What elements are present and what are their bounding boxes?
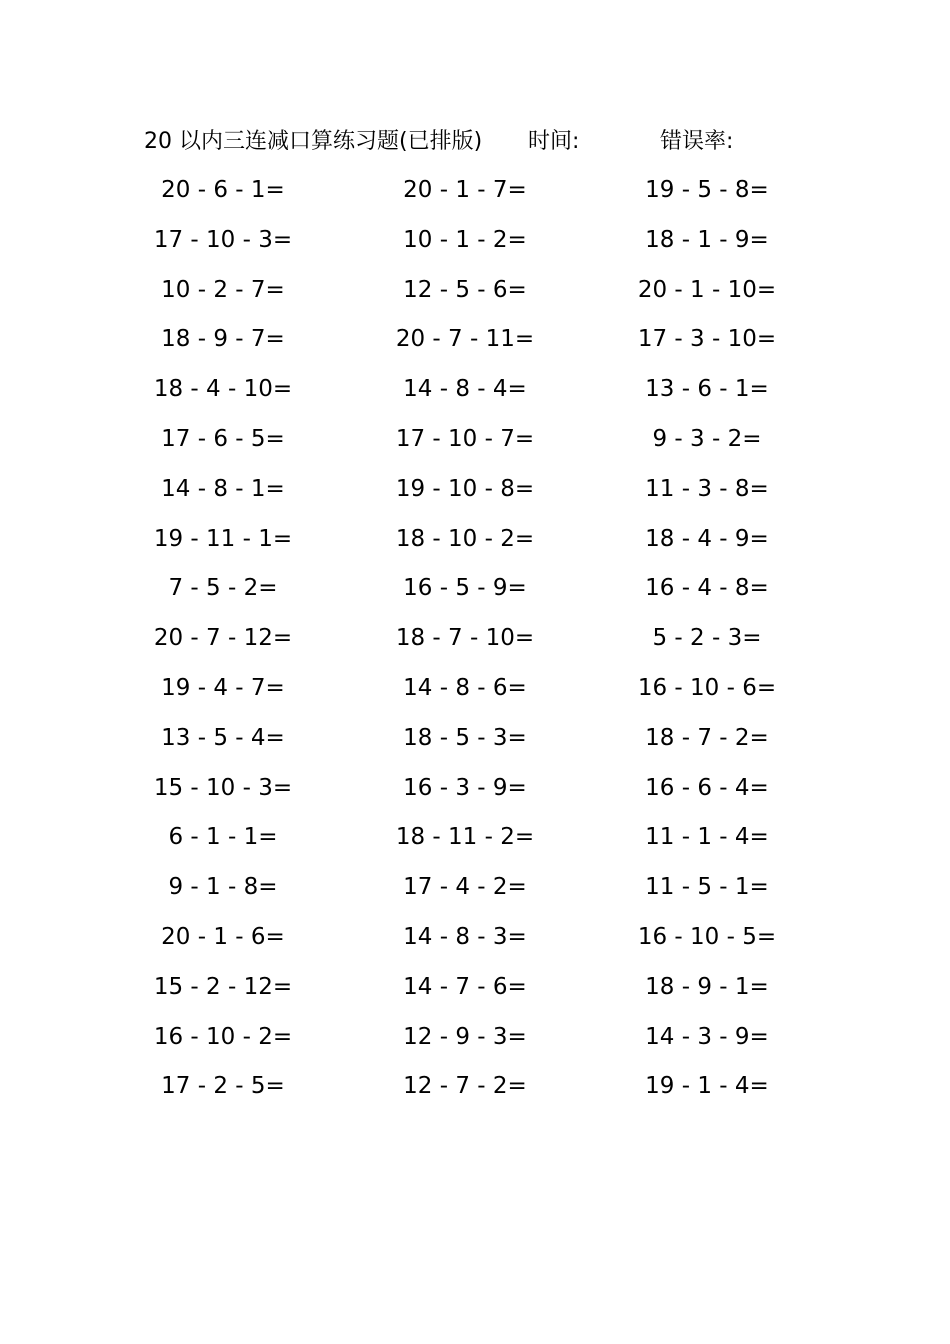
problem-item: 19 - 1 - 4=: [645, 1073, 769, 1100]
problem-item: 19 - 10 - 8=: [395, 475, 535, 502]
problem-item: 13 - 5 - 4=: [161, 724, 285, 751]
problem-item: 20 - 7 - 11=: [395, 326, 535, 353]
problem-item: 11 - 1 - 4=: [645, 824, 769, 851]
problem-item: 17 - 10 - 7=: [395, 425, 535, 452]
worksheet-title: 20 以内三连减口算练习题(已排版): [144, 129, 483, 154]
problem-row: [0, 564, 950, 614]
problem-item: 18 - 1 - 9=: [645, 226, 769, 253]
problem-item: 11 - 3 - 8=: [645, 475, 769, 502]
problem-item: 19 - 11 - 1=: [153, 525, 293, 552]
worksheet-header: [0, 124, 950, 160]
problem-item: 20 - 7 - 12=: [153, 625, 293, 652]
problem-row: [0, 515, 950, 565]
problem-row: [0, 614, 950, 664]
problem-grid: [0, 166, 950, 1112]
problem-item: 10 - 2 - 7=: [161, 276, 285, 303]
problem-row: [0, 1062, 950, 1112]
problem-row: [0, 813, 950, 863]
problem-row: [0, 315, 950, 365]
problem-item: 20 - 1 - 7=: [403, 177, 527, 203]
problem-item: 16 - 10 - 6=: [637, 674, 777, 701]
problem-item: 18 - 9 - 1=: [645, 973, 769, 1000]
problem-item: 5 - 2 - 3=: [652, 625, 762, 652]
problem-item: 9 - 1 - 8=: [168, 874, 278, 901]
problem-item: 16 - 5 - 9=: [403, 575, 527, 602]
problem-item: 9 - 3 - 2=: [652, 425, 762, 452]
problem-item: 19 - 5 - 8=: [645, 177, 769, 203]
problem-item: 17 - 2 - 5=: [161, 1073, 285, 1100]
problem-row: [0, 415, 950, 465]
problem-item: 16 - 3 - 9=: [403, 774, 527, 801]
problem-item: 15 - 10 - 3=: [153, 774, 293, 801]
problem-item: 17 - 10 - 3=: [153, 226, 293, 253]
problem-row: [0, 764, 950, 814]
problem-item: 18 - 10 - 2=: [395, 525, 535, 552]
problem-item: 7 - 5 - 2=: [168, 575, 278, 602]
problem-item: 14 - 8 - 3=: [403, 923, 527, 950]
problem-item: 10 - 1 - 2=: [403, 226, 527, 253]
problem-item: 12 - 7 - 2=: [403, 1073, 527, 1100]
problem-item: 18 - 11 - 2=: [395, 824, 535, 851]
error-rate-label: 错误率:: [660, 129, 734, 154]
problem-item: 16 - 6 - 4=: [645, 774, 769, 801]
problem-item: 20 - 1 - 10=: [637, 276, 777, 303]
problem-row: [0, 465, 950, 515]
problem-row: [0, 216, 950, 266]
problem-row: [0, 365, 950, 415]
problem-item: 13 - 6 - 1=: [645, 376, 769, 403]
problem-row: [0, 166, 950, 216]
problem-row: [0, 1013, 950, 1063]
problem-item: 16 - 4 - 8=: [645, 575, 769, 602]
problem-row: [0, 863, 950, 913]
problem-row: [0, 963, 950, 1013]
problem-item: 18 - 9 - 7=: [161, 326, 285, 353]
problem-row: [0, 664, 950, 714]
problem-item: 20 - 6 - 1=: [161, 177, 285, 203]
problem-row: [0, 266, 950, 316]
problem-item: 20 - 1 - 6=: [161, 923, 285, 950]
problem-item: 17 - 4 - 2=: [403, 874, 527, 901]
problem-item: 11 - 5 - 1=: [645, 874, 769, 901]
problem-item: 14 - 8 - 1=: [161, 475, 285, 502]
time-label: 时间:: [528, 129, 580, 154]
problem-row: [0, 714, 950, 764]
problem-item: 18 - 7 - 10=: [395, 625, 535, 652]
problem-item: 18 - 5 - 3=: [403, 724, 527, 751]
problem-item: 18 - 4 - 9=: [645, 525, 769, 552]
problem-item: 14 - 8 - 6=: [403, 674, 527, 701]
problem-item: 17 - 6 - 5=: [161, 425, 285, 452]
problem-item: 14 - 8 - 4=: [403, 376, 527, 403]
problem-item: 18 - 7 - 2=: [645, 724, 769, 751]
problem-item: 17 - 3 - 10=: [637, 326, 777, 353]
problem-item: 18 - 4 - 10=: [153, 376, 293, 403]
problem-item: 14 - 7 - 6=: [403, 973, 527, 1000]
problem-item: 14 - 3 - 9=: [645, 1023, 769, 1050]
problem-item: 16 - 10 - 2=: [153, 1023, 293, 1050]
problem-item: 16 - 10 - 5=: [637, 923, 777, 950]
problem-row: [0, 913, 950, 963]
problem-item: 15 - 2 - 12=: [153, 973, 293, 1000]
problem-item: 6 - 1 - 1=: [168, 824, 278, 851]
problem-item: 12 - 9 - 3=: [403, 1023, 527, 1050]
problem-item: 19 - 4 - 7=: [161, 674, 285, 701]
problem-item: 12 - 5 - 6=: [403, 276, 527, 303]
